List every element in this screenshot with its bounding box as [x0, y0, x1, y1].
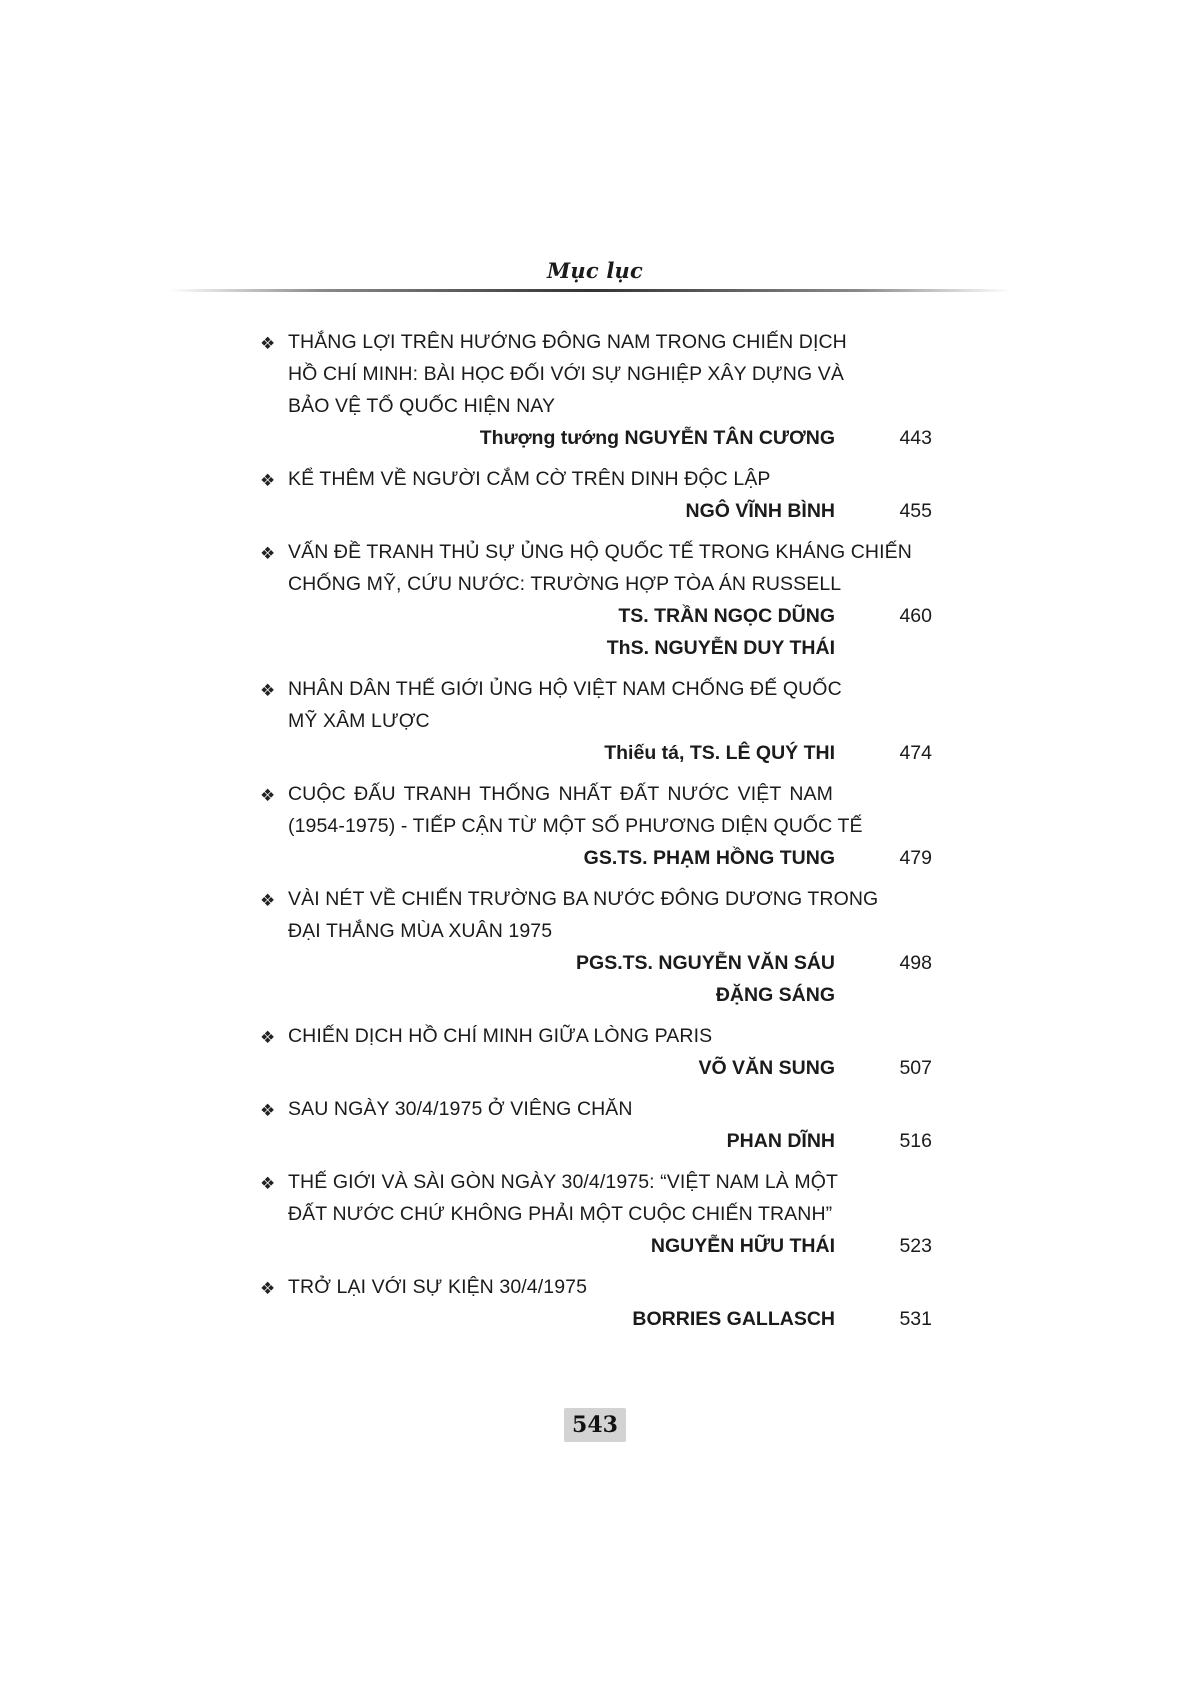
entry-page-number: 531 — [899, 1308, 932, 1330]
page-header-title: Mục lục — [546, 258, 644, 283]
entry-author: Thiếu tá, TS. LÊ QUÝ THI — [604, 742, 835, 764]
entry-page-number: 507 — [899, 1057, 932, 1079]
entry-page-number: 479 — [899, 847, 932, 869]
entry-title-line: ĐẤT NƯỚC CHỨ KHÔNG PHẢI MỘT CUỘC CHIẾN TRANH” — [288, 1203, 833, 1225]
entry-title-line: ĐẠI THẮNG MÙA XUÂN 1975 — [288, 920, 553, 942]
entry-title-line: (1954-1975) - TIẾP CẬN TỪ MỘT SỐ PHƯƠNG DIỆN QUỐC TẾ — [288, 815, 863, 837]
toc-entry[interactable] — [0, 1273, 1190, 1337]
entry-title-line: CHIẾN DỊCH HỒ CHÍ MINH GIỮA LÒNG PARIS — [288, 1025, 713, 1047]
entry-title-line: MỸ XÂM LƯỢC — [288, 710, 430, 732]
diamond-bullet-icon: ❖ — [260, 471, 276, 490]
entry-page-number: 474 — [899, 742, 932, 764]
entry-title-line: CHỐNG MỸ, CỨU NƯỚC: TRƯỜNG HỢP TÒA ÁN RUSSELL — [288, 573, 842, 595]
entry-title-line: VẤN ĐỀ TRANH THỦ SỰ ỦNG HỘ QUỐC TẾ TRONG KHÁNG CHIẾN — [288, 541, 912, 563]
entry-author: TS. TRẦN NGỌC DŨNG — [618, 605, 835, 627]
entry-title-line: NHÂN DÂN THẾ GIỚI ỦNG HỘ VIỆT NAM CHỐNG ĐẾ QUỐC — [288, 678, 842, 700]
entry-title-line: CUỘC ĐẤU TRANH THỐNG NHẤT ĐẤT NƯỚC VIỆT NAM — [288, 783, 833, 805]
entry-author: NGÔ VĨNH BÌNH — [685, 500, 835, 522]
entry-title-line: THẾ GIỚI VÀ SÀI GÒN NGÀY 30/4/1975: “VIỆT NAM LÀ MỘT — [288, 1171, 839, 1193]
entry-page-number: 523 — [899, 1235, 932, 1257]
diamond-bullet-icon: ❖ — [260, 334, 276, 353]
toc-entry[interactable] — [0, 1022, 1190, 1086]
entry-author: PGS.TS. NGUYỄN VĂN SÁU — [576, 952, 835, 974]
diamond-bullet-icon: ❖ — [260, 681, 276, 700]
entry-page-number: 498 — [899, 952, 932, 974]
toc-entry[interactable] — [0, 885, 1190, 1013]
table-of-contents — [0, 328, 1190, 1337]
entry-author: VÕ VĂN SUNG — [698, 1057, 835, 1079]
toc-entry[interactable] — [0, 1168, 1190, 1264]
entry-page-number: 460 — [899, 605, 932, 627]
entry-author: BORRIES GALLASCH — [632, 1308, 835, 1330]
diamond-bullet-icon: ❖ — [260, 1174, 276, 1193]
entry-author: ĐẶNG SÁNG — [715, 984, 835, 1006]
entry-page-number: 443 — [899, 427, 932, 449]
diamond-bullet-icon: ❖ — [260, 891, 276, 910]
diamond-bullet-icon: ❖ — [260, 1101, 276, 1120]
entry-author: PHAN DĨNH — [726, 1130, 835, 1152]
entry-title-line: SAU NGÀY 30/4/1975 Ở VIÊNG CHĂN — [288, 1098, 633, 1120]
entry-page-number: 516 — [899, 1130, 932, 1152]
entry-author: GS.TS. PHẠM HỒNG TUNG — [583, 847, 835, 869]
entry-author: ThS. NGUYỄN DUY THÁI — [606, 637, 835, 659]
entry-title-line: BẢO VỆ TỔ QUỐC HIỆN NAY — [288, 395, 556, 417]
entry-author: Thượng tướng NGUYỄN TÂN CƯƠNG — [479, 427, 835, 449]
toc-entry[interactable] — [0, 1095, 1190, 1159]
diamond-bullet-icon: ❖ — [260, 1028, 276, 1047]
page-number: 543 — [564, 1408, 626, 1442]
entry-author: NGUYỄN HỮU THÁI — [650, 1235, 835, 1257]
toc-entry[interactable] — [0, 675, 1190, 771]
entry-title-line: THẮNG LỢI TRÊN HƯỚNG ĐÔNG NAM TRONG CHIẾN DỊCH — [288, 331, 847, 353]
entry-title-line: KỂ THÊM VỀ NGƯỜI CẮM CỜ TRÊN DINH ĐỘC LẬP — [288, 468, 771, 490]
toc-entry[interactable] — [0, 538, 1190, 666]
toc-entry[interactable] — [0, 465, 1190, 529]
entry-title-line: VÀI NÉT VỀ CHIẾN TRƯỜNG BA NƯỚC ĐÔNG DƯƠNG TRONG — [288, 888, 879, 910]
toc-entry[interactable] — [0, 780, 1190, 876]
diamond-bullet-icon: ❖ — [260, 544, 276, 563]
toc-entry[interactable] — [0, 328, 1190, 456]
diamond-bullet-icon: ❖ — [260, 1279, 276, 1298]
entry-title-line: TRỞ LẠI VỚI SỰ KIỆN 30/4/1975 — [288, 1276, 588, 1298]
diamond-bullet-icon: ❖ — [260, 786, 276, 805]
entry-page-number: 455 — [899, 500, 932, 522]
header-divider — [170, 289, 1010, 292]
entry-title-line: HỒ CHÍ MINH: BÀI HỌC ĐỐI VỚI SỰ NGHIỆP XÂY DỰNG VÀ — [288, 363, 844, 385]
